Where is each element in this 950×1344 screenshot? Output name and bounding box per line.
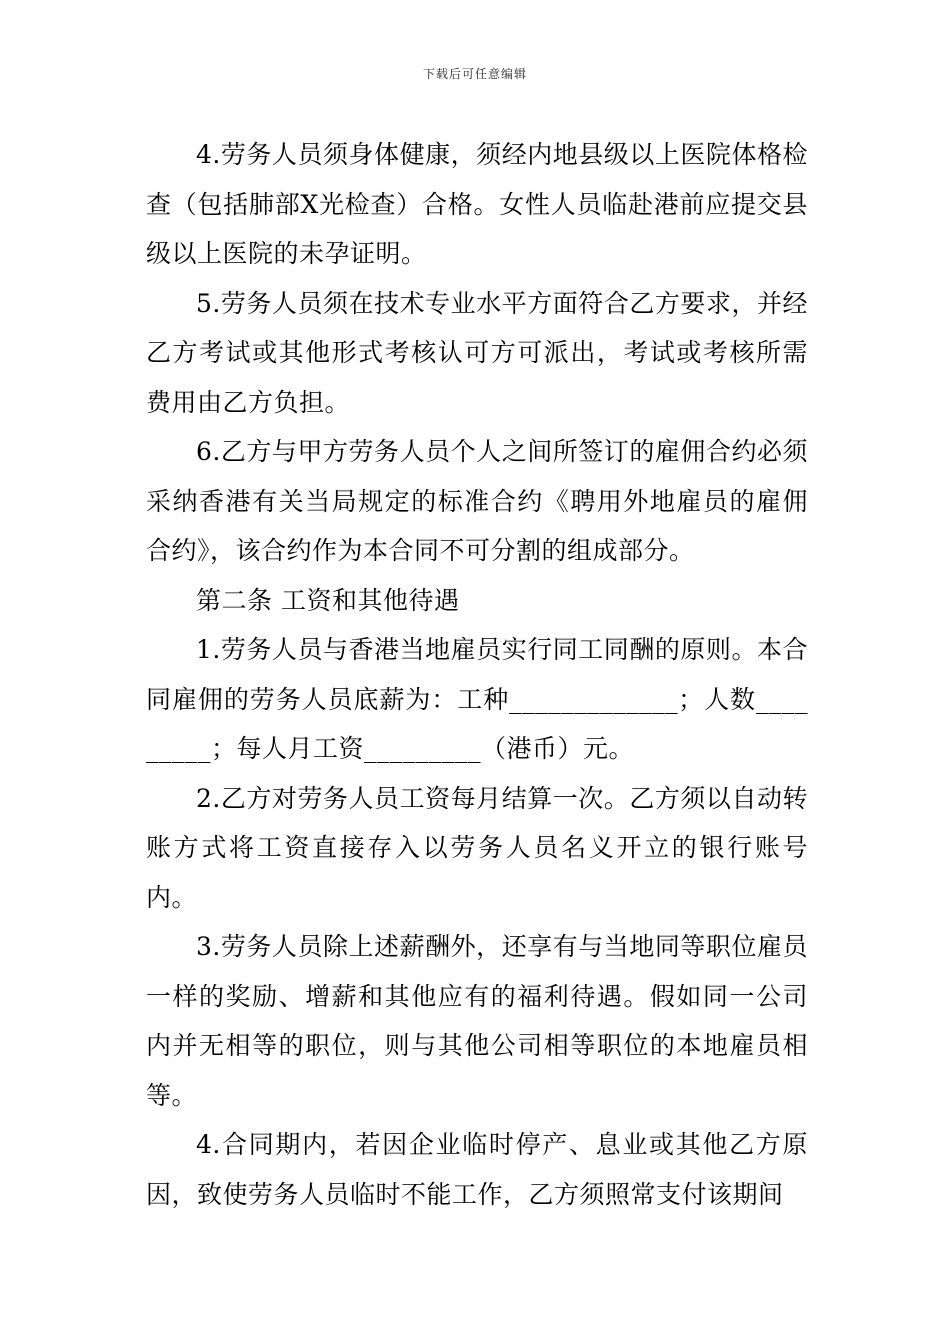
paragraph-equal-pay: 1.劳务人员与香港当地雇员实行同工同酬的原则。本合同雇佣的劳务人员底薪为：工种_____________；人数_________；每人月工资_________（港币）元。 (146, 635, 808, 763)
paragraph-monthly-settlement: 2.乙方对劳务人员工资每月结算一次。乙方须以自动转账方式将工资直接存入以劳务人员名义开立的银行账号内。 (146, 783, 808, 912)
paragraph-work-stoppage: 4.合同期内，若因企业临时停产、息业或其他乙方原因，致使劳务人员临时不能工作，乙方须照常支付该期间 (146, 1130, 808, 1209)
header-note: 下载后可任意编辑 (422, 67, 527, 81)
paragraph-benefits: 3.劳务人员除上述薪酬外，还享有与当地同等职位雇员一样的奖励、增薪和其他应有的福利待遇。假如同一公司内并无相等的职位，则与其他公司相等职位的本地雇员相等。 (146, 932, 808, 1110)
paragraph-health-requirement: 4.劳务人员须身体健康，须经内地县级以上医院体格检查（包括肺部X光检查）合格。女性人员临赴港前应提交县级以上医院的未孕证明。 (146, 140, 808, 268)
paragraph-employment-contract: 6.乙方与甲方劳务人员个人之间所签订的雇佣合约必须采纳香港有关当局规定的标准合约《聘用外地雇员的雇佣合约》，该合约作为本合同不可分割的组成部分。 (146, 437, 808, 565)
paragraph-skill-requirement: 5.劳务人员须在技术专业水平方面符合乙方要求，并经乙方考试或其他形式考核认可方可派出，考试或考核所需费用由乙方负担。 (146, 288, 808, 417)
section-heading-wages: 第二条 工资和其他待遇 (196, 585, 460, 615)
document-body (146, 130, 808, 1219)
